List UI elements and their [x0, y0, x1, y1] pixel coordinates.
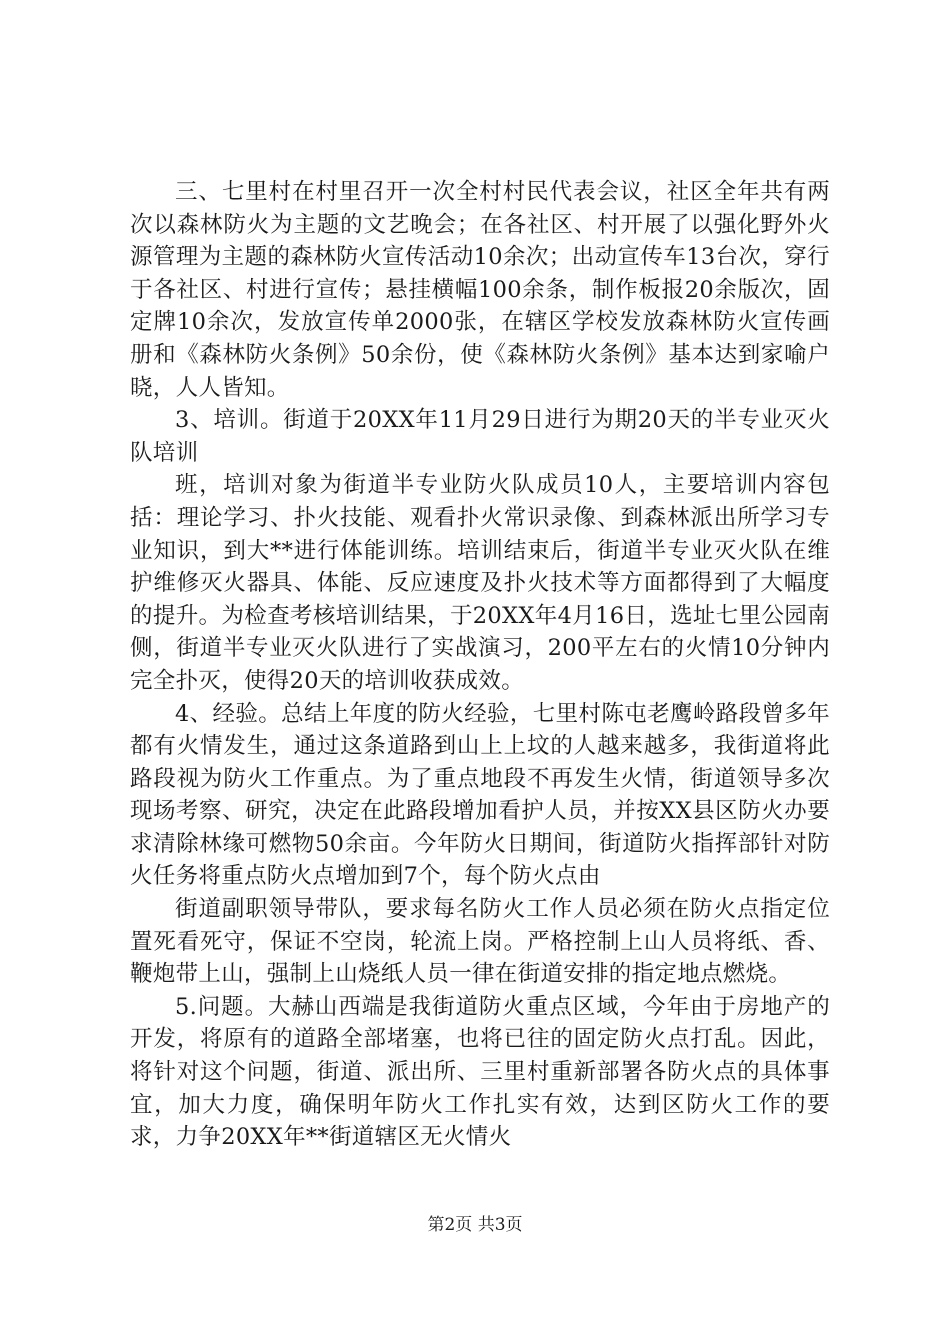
paragraph-publicity: 三、七里村在村里召开一次全村村民代表会议，社区全年共有两次以森林防火为主题的文艺晚会；在各社区、村开展了以强化野外火源管理为主题的森林防火宣传活动10余次；出动宣传车13台次，穿行于各社区、村进行宣传；悬挂横幅100余条，制作板报20余版次，固定牌10余次，发放宣传单2000张，在辖区学校发放森林防火宣传画册和《森林防火条例》50余份，使《森林防火条例》基本达到家喻户晓，人人皆知。	[130, 179, 830, 401]
document-body	[130, 176, 830, 1154]
paragraph-experience-detail: 街道副职领导带队，要求每名防火工作人员必须在防火点指定位置死看死守，保证不空岗，轮流上岗。严格控制上山人员将纸、香、鞭炮带上山，强制上山烧纸人员一律在街道安排的指定地点燃烧。	[130, 896, 830, 988]
paragraph-training-heading: 3、培训。街道于20XX年11月29日进行为期20天的半专业灭火队培训	[130, 407, 830, 466]
paragraph-training-detail: 班，培训对象为街道半专业防火队成员10人，主要培训内容包括：理论学习、扑火技能、观看扑火常识录像、到森林派出所学习专业知识，到大**进行体能训练。培训结束后，街道半专业灭火队在维护维修灭火器具、体能、反应速度及扑火技术等方面都得到了大幅度的提升。为检查考核培训结果，于20XX年4月16日，选址七里公园南侧，街道半专业灭火队进行了实战演习，200平左右的火情10分钟内完全扑灭，使得20天的培训收获成效。	[130, 472, 830, 694]
paragraph-problem: 5.问题。大赫山西端是我街道防火重点区域，今年由于房地产的开发，将原有的道路全部堵塞，也将已往的固定防火点打乱。因此，将针对这个问题，街道、派出所、三里村重新部署各防火点的具体事宜，加大力度，确保明年防火工作扎实有效，达到区防火工作的要求，力争20XX年**街道辖区无火情火	[130, 993, 830, 1151]
page-number: 第2页 共3页	[427, 1215, 523, 1235]
paragraph-experience: 4、经验。总结上年度的防火经验，七里村陈屯老鹰岭路段曾多年都有火情发生，通过这条道路到山上上坟的人越来越多，我街道将此路段视为防火工作重点。为了重点地段不再发生火情，街道领导多次现场考察、研究，决定在此路段增加看护人员，并按XX县区防火办要求清除林缘可燃物50余亩。今年防火日期间，街道防火指挥部针对防火任务将重点防火点增加到7个，每个防火点由	[130, 700, 830, 890]
